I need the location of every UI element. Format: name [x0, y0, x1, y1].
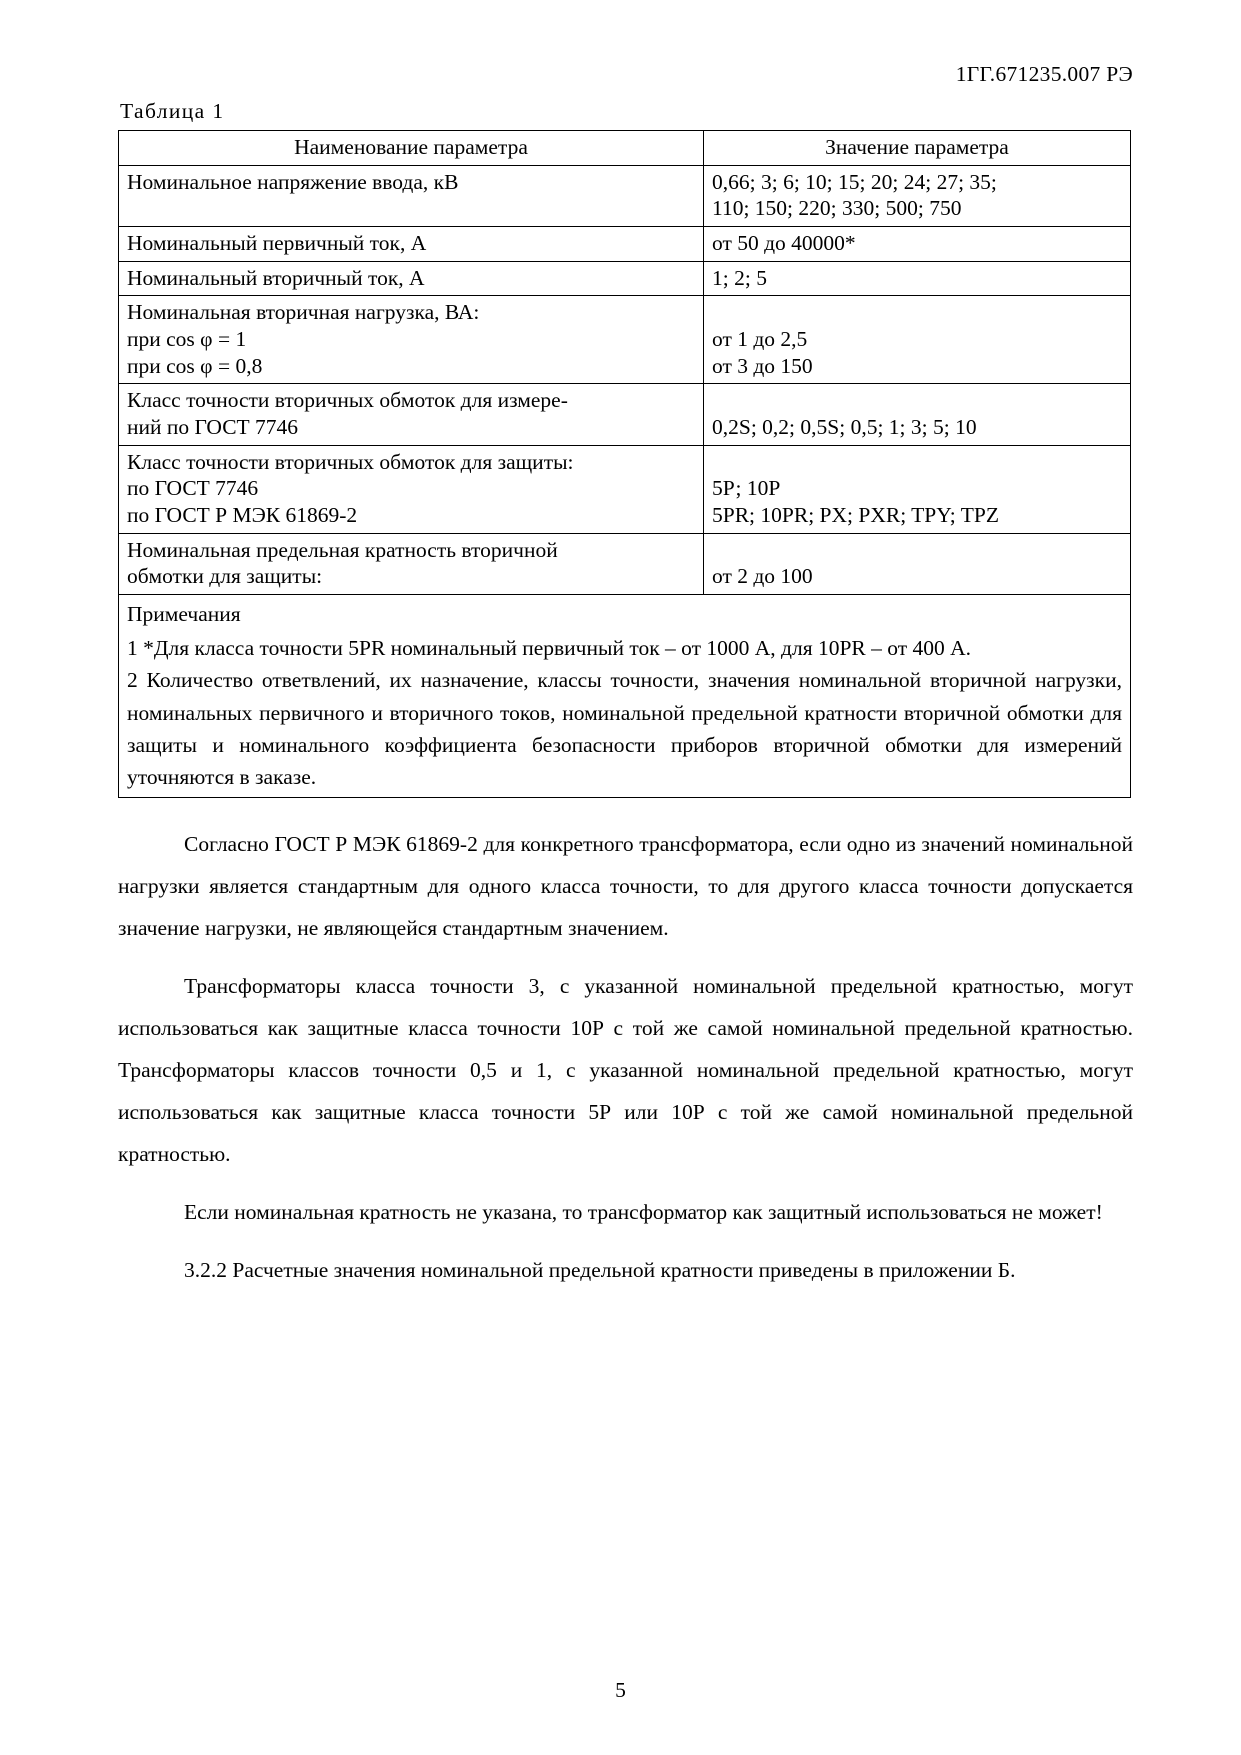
cell-parameter-value: [704, 296, 1131, 384]
cell-parameter-name: [119, 261, 704, 296]
text-line: обмотки для защиты:: [127, 564, 323, 589]
table-row: [119, 226, 1131, 261]
text-line: Номинальная вторичная нагрузка, ВА:: [127, 300, 480, 325]
cell-parameter-value: [704, 533, 1131, 594]
table-header-row: [119, 131, 1131, 166]
text-line: Класс точности вторичных обмоток для защиты:: [127, 449, 574, 474]
cell-parameter-value: [704, 445, 1131, 533]
text-line: Номинальный вторичный ток, А: [127, 265, 425, 290]
paragraph-text: Согласно ГОСТ Р МЭК 61869-2 для конкретного трансформатора, если одно из значений номинальной нагрузки является стандартным для одного класса точности, то для другого класса точности допускается значение нагрузки, не являющейся стандартным значением.: [118, 832, 1133, 941]
body-paragraph: [118, 1192, 1133, 1234]
text-line: Номинальная предельная кратность вторичной: [127, 537, 558, 562]
text-line: от 2 до 100: [712, 564, 813, 589]
cell-parameter-name: [119, 226, 704, 261]
text-line: при cos φ = 0,8: [127, 353, 263, 378]
text-line: 110; 150; 220; 330; 500; 750: [712, 196, 962, 221]
text-line: [712, 387, 1122, 414]
body-paragraph: [118, 824, 1133, 950]
cell-parameter-value: [704, 261, 1131, 296]
table-caption: Таблица 1: [120, 99, 225, 123]
text-line: [712, 449, 1122, 476]
cell-parameter-name: [119, 533, 704, 594]
paragraph-text: Трансформаторы класса точности 3, с указанной номинальной предельной кратностью, могут использоваться как защитные класса точности 10Р с той же самой номинальной предельной кратностью. Трансформаторы классов точности 0,5 и 1, с указанной номинальной предельной кратностью, могут использоваться как защитные класса точности 5Р или 10Р с той же самой номинальной предельной кратностью.: [118, 974, 1133, 1166]
paragraph-text: 3.2.2 Расчетные значения номинальной предельной кратности приведены в приложении Б.: [184, 1257, 1016, 1282]
table-row: [119, 384, 1131, 445]
text-line: [712, 299, 1122, 326]
table-row: [119, 445, 1131, 533]
parameters-table: [118, 130, 1131, 798]
text-line: Класс точности вторичных обмоток для измере-: [127, 388, 568, 413]
document-code: 1ГГ.671235.007 РЭ: [955, 62, 1133, 86]
body-paragraph: [118, 966, 1133, 1176]
cell-parameter-name: [119, 384, 704, 445]
text-line: ний по ГОСТ 7746: [127, 414, 299, 439]
cell-parameter-value: [704, 226, 1131, 261]
cell-parameter-value: [704, 384, 1131, 445]
note-item: 1 *Для класса точности 5PR номинальный первичный ток – от 1000 А, для 10PR – от 400 А.: [127, 636, 972, 661]
table-row: [119, 261, 1131, 296]
text-line: при cos φ = 1: [127, 326, 247, 351]
table-row: [119, 296, 1131, 384]
cell-notes: [119, 594, 1131, 798]
text-line: от 1 до 2,5: [712, 326, 808, 351]
text-line: от 3 до 150: [712, 353, 813, 378]
text-line: 1; 2; 5: [712, 265, 767, 290]
cell-parameter-name: [119, 165, 704, 226]
text-line: 0,66; 3; 6; 10; 15; 20; 24; 27; 35;: [712, 169, 997, 194]
cell-parameter-name: [119, 445, 704, 533]
text-line: 5Р; 10Р: [712, 476, 781, 501]
page-number: 5: [615, 1678, 626, 1702]
text-line: 5PR; 10PR; PX; PXR; TPY; TPZ: [712, 502, 999, 527]
text-line: от 50 до 40000*: [712, 230, 856, 255]
body-paragraph: [118, 1250, 1133, 1292]
text-line: 0,2S; 0,2; 0,5S; 0,5; 1; 3; 5; 10: [712, 414, 977, 439]
table-row: [119, 533, 1131, 594]
text-line: Номинальный первичный ток, А: [127, 230, 427, 255]
text-line: по ГОСТ Р МЭК 61869-2: [127, 502, 358, 527]
paragraph-text: Если номинальная кратность не указана, то трансформатор как защитный использоваться не может!: [184, 1199, 1103, 1224]
note-item: 2 Количество ответвлений, их назначение, классы точности, значения номинальной вторичной нагрузки, номинальных первичного и вторичного токов, номинальной предельной кратности вторичной обмотки для защиты и номинального коэффициента безопасности приборов вторичной обмотки для измерений уточняются в заказе.: [127, 668, 1122, 790]
cell-parameter-name: [119, 296, 704, 384]
column-header-parameter-value: Значение параметра: [704, 131, 1131, 166]
table-notes-row: [119, 594, 1131, 798]
text-line: по ГОСТ 7746: [127, 476, 259, 501]
cell-parameter-value: [704, 165, 1131, 226]
text-line: Номинальное напряжение ввода, кВ: [127, 169, 459, 194]
notes-title: Примечания: [127, 601, 241, 626]
table-row: [119, 165, 1131, 226]
column-header-parameter-name: Наименование параметра: [119, 131, 704, 166]
text-line: [712, 537, 1122, 564]
